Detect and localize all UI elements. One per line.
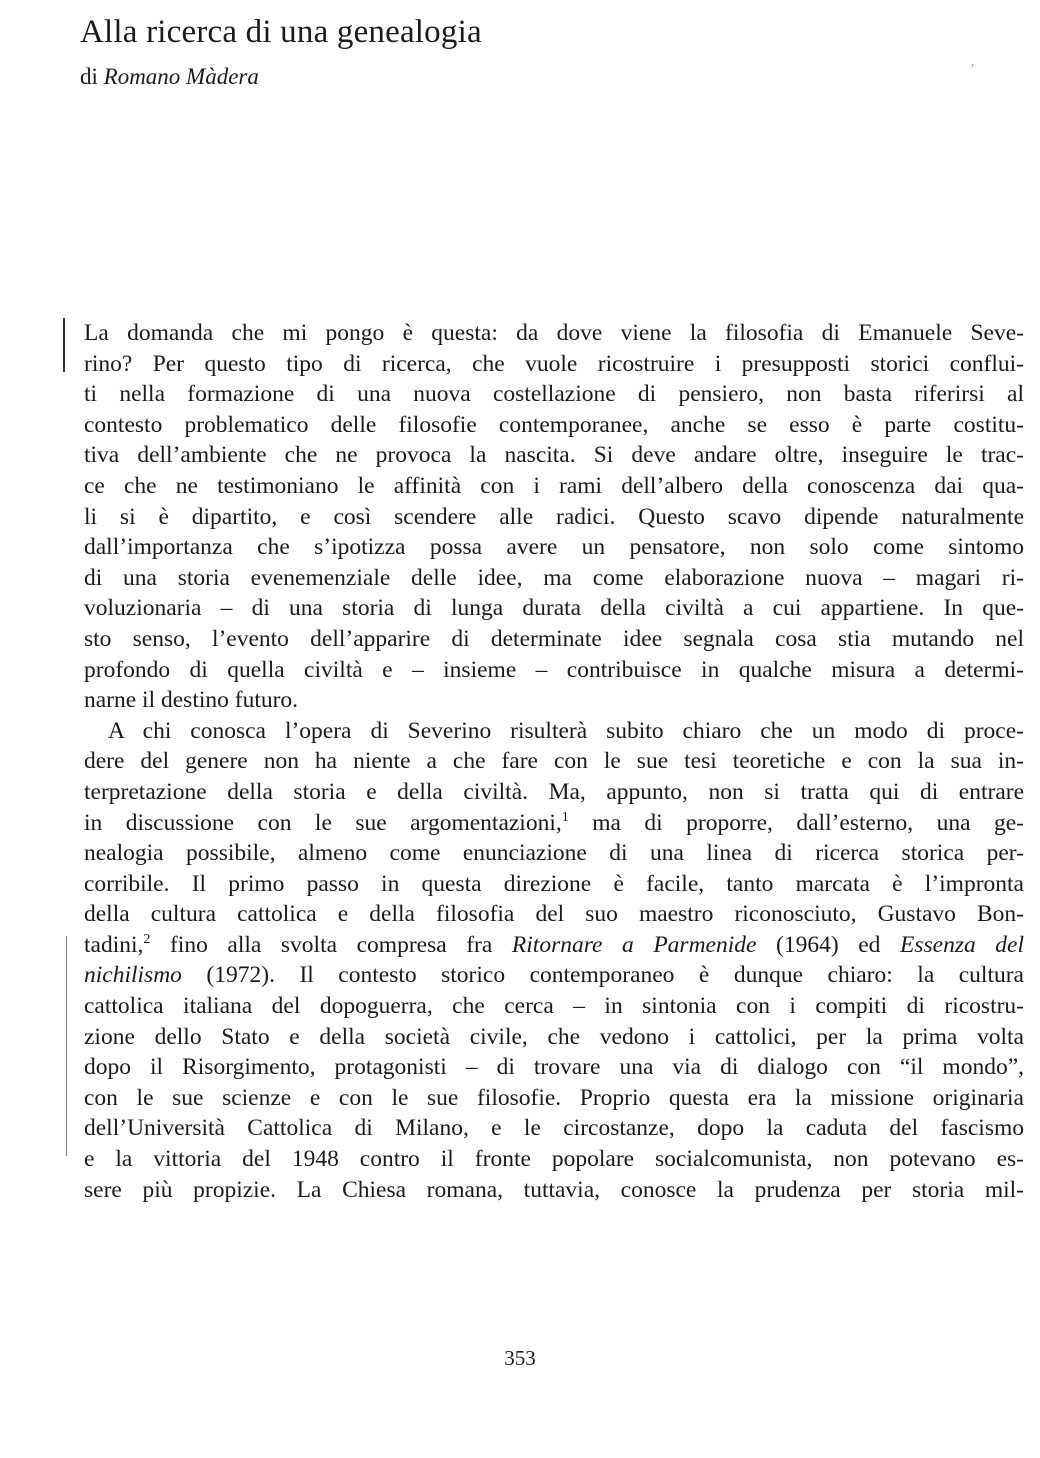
text-segment: (1964) ed — [776, 931, 881, 958]
text-line — [84, 808, 1024, 839]
article-title: Alla ricerca di una genealogia — [80, 14, 482, 50]
margin-pencil-line — [66, 936, 67, 1156]
text-line: di una storia evenemenziale delle idee, ma come elaborazione nuova – magari ri- — [84, 564, 1024, 591]
page-number: 353 — [504, 1346, 536, 1370]
text-line: tiva dell’ambiente che ne provoca la nascita. Si deve andare oltre, inseguire le trac- — [84, 442, 1024, 469]
text-line: terpretazione della storia e della civiltà. Ma, appunto, non si tratta qui di entrare — [84, 778, 1024, 805]
margin-pencil-mark — [63, 318, 65, 372]
footnote-ref-1: 1 — [561, 809, 569, 825]
text-line: narne il destino futuro. — [84, 687, 299, 714]
author-name: Romano Màdera — [103, 64, 259, 89]
text-line: La domanda che mi pongo è questa: da dove viene la filosofia di Emanuele Seve- — [84, 320, 1024, 346]
text-line: con le sue scienze e con le sue filosofie. Proprio questa era la missione originaria — [84, 1084, 1024, 1111]
text-line: della cultura cattolica e della filosofia del suo maestro riconosciuto, Gustavo Bon- — [84, 901, 1024, 928]
text-line: corribile. Il primo passo in questa direzione è facile, tanto marcata è l’impronta — [84, 870, 1024, 897]
text-line: dopo il Risorgimento, protagonisti – di trovare una via di dialogo con “il mondo”, — [84, 1054, 1024, 1081]
text-line: cattolica italiana del dopoguerra, che cerca – in sintonia con i compiti di ricostru- — [84, 993, 1024, 1020]
footnote-ref-2: 2 — [143, 931, 151, 947]
text-line: sere più propizie. La Chiesa romana, tuttavia, conosce la prudenza per storia mil- — [84, 1176, 1024, 1203]
text-line: contesto problematico delle filosofie contemporanee, anche se esso è parte costitu- — [84, 411, 1024, 438]
text-line: li si è dipartito, e così scendere alle radici. Questo scavo dipende naturalmente — [84, 503, 1024, 530]
text-line: voluzionaria – di una storia di lunga durata della civiltà a cui appartiene. In que- — [84, 595, 1024, 622]
text-line: ti nella formazione di una nuova costellazione di pensiero, non basta riferirsi al — [84, 381, 1024, 408]
text-line: rino? Per questo tipo di ricerca, che vuole ricostruire i presupposti storici conflui- — [84, 350, 1024, 377]
text-line: profondo di quella civiltà e – insieme – contribuisce in qualche misura a determi- — [84, 656, 1024, 683]
book-title-nichilismo: nichilismo — [84, 962, 182, 989]
book-title-essenza: Essenza del — [900, 931, 1025, 958]
text-segment: in discussione con le sue argomentazioni, — [84, 809, 562, 836]
byline-prefix: di — [80, 64, 104, 89]
body-text — [84, 318, 1024, 1205]
text-segment: ma di proporre, dall’esterno, una ge- — [592, 809, 1025, 836]
byline — [80, 64, 259, 90]
text-line: dere del genere non ha niente a che fare con le sue tesi teoretiche e con la sua in- — [84, 748, 1024, 775]
text-line: nealogia possibile, almeno come enunciazione di una linea di ricerca storica per- — [84, 840, 1024, 867]
paragraph-1 — [84, 318, 1024, 716]
text-line: dall’importanza che s’ipotizza possa avere un pensatore, non solo come sintomo — [84, 534, 1024, 561]
text-segment: tadini, — [84, 931, 144, 958]
scan-speck: ’ — [970, 62, 975, 77]
book-title-ritornare: Ritornare a Parmenide — [511, 931, 757, 958]
text-line: ce che ne testimoniano le affinità con i rami dell’albero della conoscenza dai qua- — [84, 472, 1024, 499]
paragraph-2 — [84, 716, 1024, 1206]
text-line: zione dello Stato e della società civile, che vedono i cattolici, per la prima volta — [84, 1023, 1024, 1050]
text-segment: (1972). Il contesto storico contemporaneo è dunque chiaro: la cultura — [206, 962, 1024, 989]
text-line: sto senso, l’evento dell’apparire di determinate idee segnala cosa stia mutando nel — [84, 625, 1024, 652]
text-line: A chi conosca l’opera di Severino risulterà subito chiaro che un modo di proce- — [108, 717, 1024, 744]
text-line: dell’Università Cattolica di Milano, e le circostanze, dopo la caduta del fascismo — [84, 1115, 1024, 1142]
text-line — [84, 960, 1024, 991]
text-line: e la vittoria del 1948 contro il fronte popolare socialcomunista, non potevano es- — [84, 1146, 1024, 1173]
text-segment: fino alla svolta compresa fra — [169, 931, 493, 958]
text-line — [84, 930, 1024, 961]
